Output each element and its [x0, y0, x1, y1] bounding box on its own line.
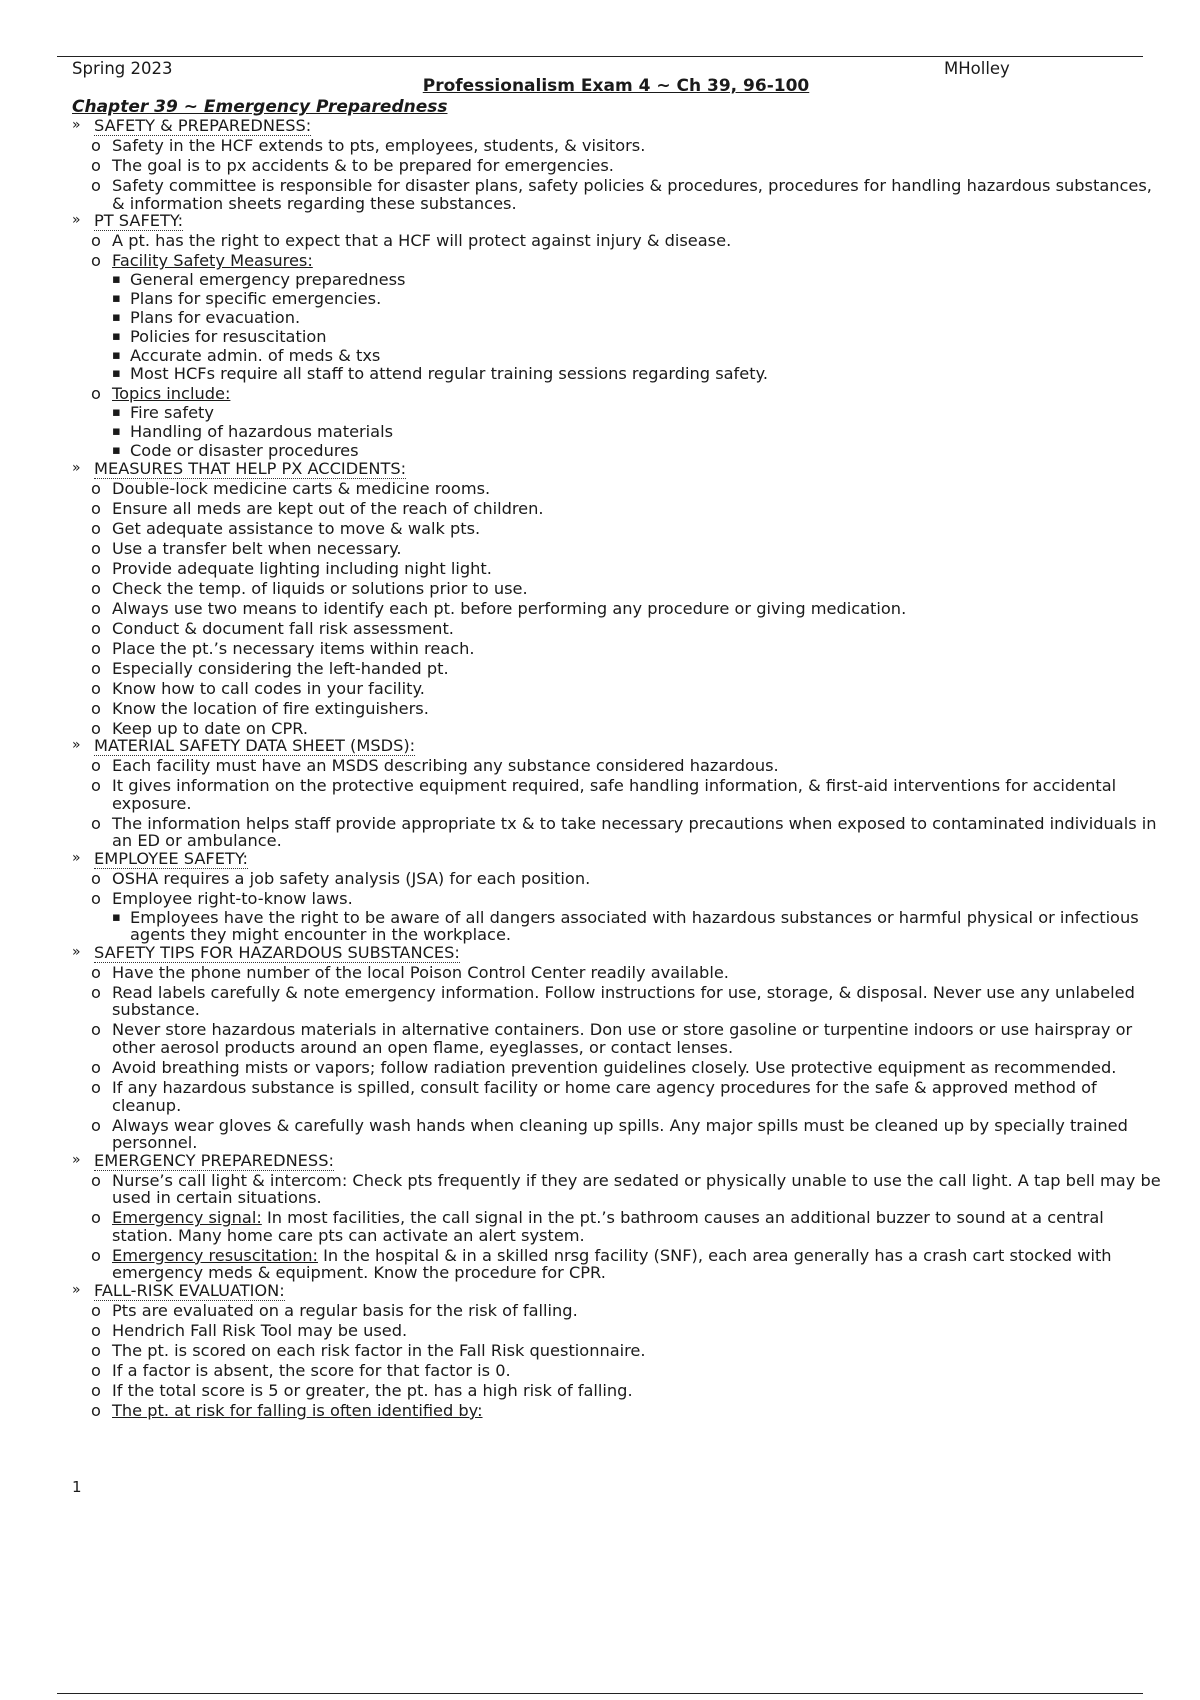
list-item: o Provide adequate lighting including night light.: [91, 558, 492, 578]
sub-item: ▪ Policies for resuscitation: [112, 326, 327, 346]
list-item: o Each facility must have an MSDS describing any substance considered hazardous.: [91, 756, 779, 776]
list-item: o Hendrich Fall Risk Tool may be used.: [91, 1321, 408, 1341]
list-item: o Employee right-to-know laws.: [91, 888, 353, 908]
list-item: o The pt. at risk for falling is often identified by:: [91, 1400, 483, 1420]
sub-item: ▪ General emergency preparedness: [112, 270, 406, 289]
list-item: o Get adequate assistance to move & walk pts.: [91, 518, 481, 538]
header-author: MHolley: [944, 59, 1010, 78]
list-item: o Nurse’s call light & intercom: Check pts frequently if they are sedated or physically unable to use the call light. A tap bell may be used in certain situations.: [91, 1170, 1161, 1208]
list-item: o Have the phone number of the local Poison Control Center readily available.: [91, 962, 729, 982]
list-item: o If any hazardous substance is spilled, consult facility or home care agency procedures for the safe & approved method of cleanup.: [91, 1077, 1097, 1115]
list-item: o Never store hazardous materials in alternative containers. Don use or store gasoline or turpentine indoors or use hairspray or other aerosol products around an open flame, eyeglasses, or contact lenses.: [91, 1020, 1133, 1058]
notes-body: [72, 117, 1162, 1420]
sub-item: ▪ Most HCFs require all staff to attend regular training sessions regarding safety.: [112, 364, 768, 384]
sub-item: ▪ Employees have the right to be aware of all dangers associated with hazardous substances or harmful physical or infectious agents they might encounter in the workplace.: [112, 907, 1139, 945]
section-heading: » MEASURES THAT HELP PX ACCIDENTS:: [72, 458, 407, 478]
list-item: o Especially considering the left-handed pt.: [91, 658, 449, 678]
list-item: o If the total score is 5 or greater, the pt. has a high risk of falling.: [91, 1381, 633, 1400]
sub-item: ▪ Code or disaster procedures: [112, 441, 359, 461]
sub-item: ▪ Handling of hazardous materials: [112, 422, 394, 442]
list-item: o OSHA requires a job safety analysis (JSA) for each position.: [91, 868, 591, 888]
section-heading: » MATERIAL SAFETY DATA SHEET (MSDS):: [72, 736, 416, 756]
list-item: o Safety committee is responsible for disaster plans, safety policies & procedures, procedures for handling hazardous substances, & information sheets regarding these substances.: [91, 175, 1152, 213]
section-heading: » SAFETY TIPS FOR HAZARDOUS SUBSTANCES:: [72, 942, 460, 962]
document-title: [0, 77, 1200, 96]
list-item: o Emergency signal: In most facilities, the call signal in the pt.’s bathroom causes an additional buzzer to sound at a central station. Many home care pts can activate an alert system.: [91, 1208, 1104, 1245]
section-heading: » SAFETY & PREPAREDNESS:: [72, 116, 312, 135]
section-heading: » FALL-RISK EVALUATION:: [72, 1281, 285, 1301]
list-item: o Know how to call codes in your facility.: [91, 678, 425, 698]
list-item: o Check the temp. of liquids or solutions prior to use.: [91, 578, 528, 598]
header-term: Spring 2023: [72, 59, 173, 78]
section-heading: » EMERGENCY PREPAREDNESS:: [72, 1150, 334, 1170]
list-item: o It gives information on the protective equipment required, safe handling information, & first-aid interventions for accidental exposure.: [91, 776, 1117, 813]
header-rule: [57, 56, 1143, 57]
list-item: o Facility Safety Measures:: [91, 251, 313, 271]
page-number: 1: [72, 1478, 82, 1496]
list-item: o Read labels carefully & note emergency information. Follow instructions for use, storage, & disposal. Never use any unlabeled substance.: [91, 982, 1135, 1020]
list-item: o Avoid breathing mists or vapors; follow radiation prevention guidelines closely. Use protective equipment as recommended.: [91, 1058, 1117, 1077]
sub-item: ▪ Fire safety: [112, 403, 214, 423]
list-item: o Always wear gloves & carefully wash hands when cleaning up spills. Any major spills must be cleaned up by specially trained personnel.: [91, 1115, 1128, 1153]
list-item: o Know the location of fire extinguishers.: [91, 698, 429, 718]
sub-item: ▪ Plans for specific emergencies.: [112, 288, 382, 308]
list-item: o Topics include:: [91, 384, 231, 404]
list-item: o Safety in the HCF extends to pts, employees, students, & visitors.: [91, 135, 646, 155]
list-item: o Use a transfer belt when necessary.: [91, 538, 402, 558]
chapter-heading: Chapter 39 ~ Emergency Preparedness: [72, 97, 448, 117]
document-title-text: Professionalism Exam 4 ~ Ch 39, 96-100: [422, 76, 810, 96]
list-item: o Conduct & document fall risk assessment.: [91, 618, 454, 638]
list-item: o If a factor is absent, the score for that factor is 0.: [91, 1361, 511, 1381]
list-item: o Ensure all meds are kept out of the reach of children.: [91, 498, 544, 518]
list-item: o The information helps staff provide appropriate tx & to take necessary precautions when exposed to contaminated individuals in an ED or ambulance.: [91, 813, 1157, 851]
sub-item: ▪ Accurate admin. of meds & txs: [112, 345, 381, 365]
list-item: o The goal is to px accidents & to be prepared for emergencies.: [91, 155, 614, 175]
section-heading: » EMPLOYEE SAFETY:: [72, 848, 249, 868]
list-item: o Place the pt.’s necessary items within reach.: [91, 638, 475, 658]
list-item: o Always use two means to identify each pt. before performing any procedure or giving medication.: [91, 598, 907, 618]
list-item: o A pt. has the right to expect that a HCF will protect against injury & disease.: [91, 231, 732, 251]
section-heading: » PT SAFETY:: [72, 211, 184, 231]
list-item: o Pts are evaluated on a regular basis for the risk of falling.: [91, 1301, 578, 1321]
list-item: o The pt. is scored on each risk factor in the Fall Risk questionnaire.: [91, 1341, 646, 1361]
sub-item: ▪ Plans for evacuation.: [112, 307, 301, 327]
footer-rule: [57, 1693, 1143, 1694]
list-item: o Double-lock medicine carts & medicine rooms.: [91, 478, 491, 498]
list-item: o Emergency resuscitation: In the hospital & in a skilled nrsg facility (SNF), each area generally has a crash cart stocked with emergency meds & equipment. Know the procedure for CPR.: [91, 1245, 1112, 1283]
list-item: o Keep up to date on CPR.: [91, 718, 309, 738]
